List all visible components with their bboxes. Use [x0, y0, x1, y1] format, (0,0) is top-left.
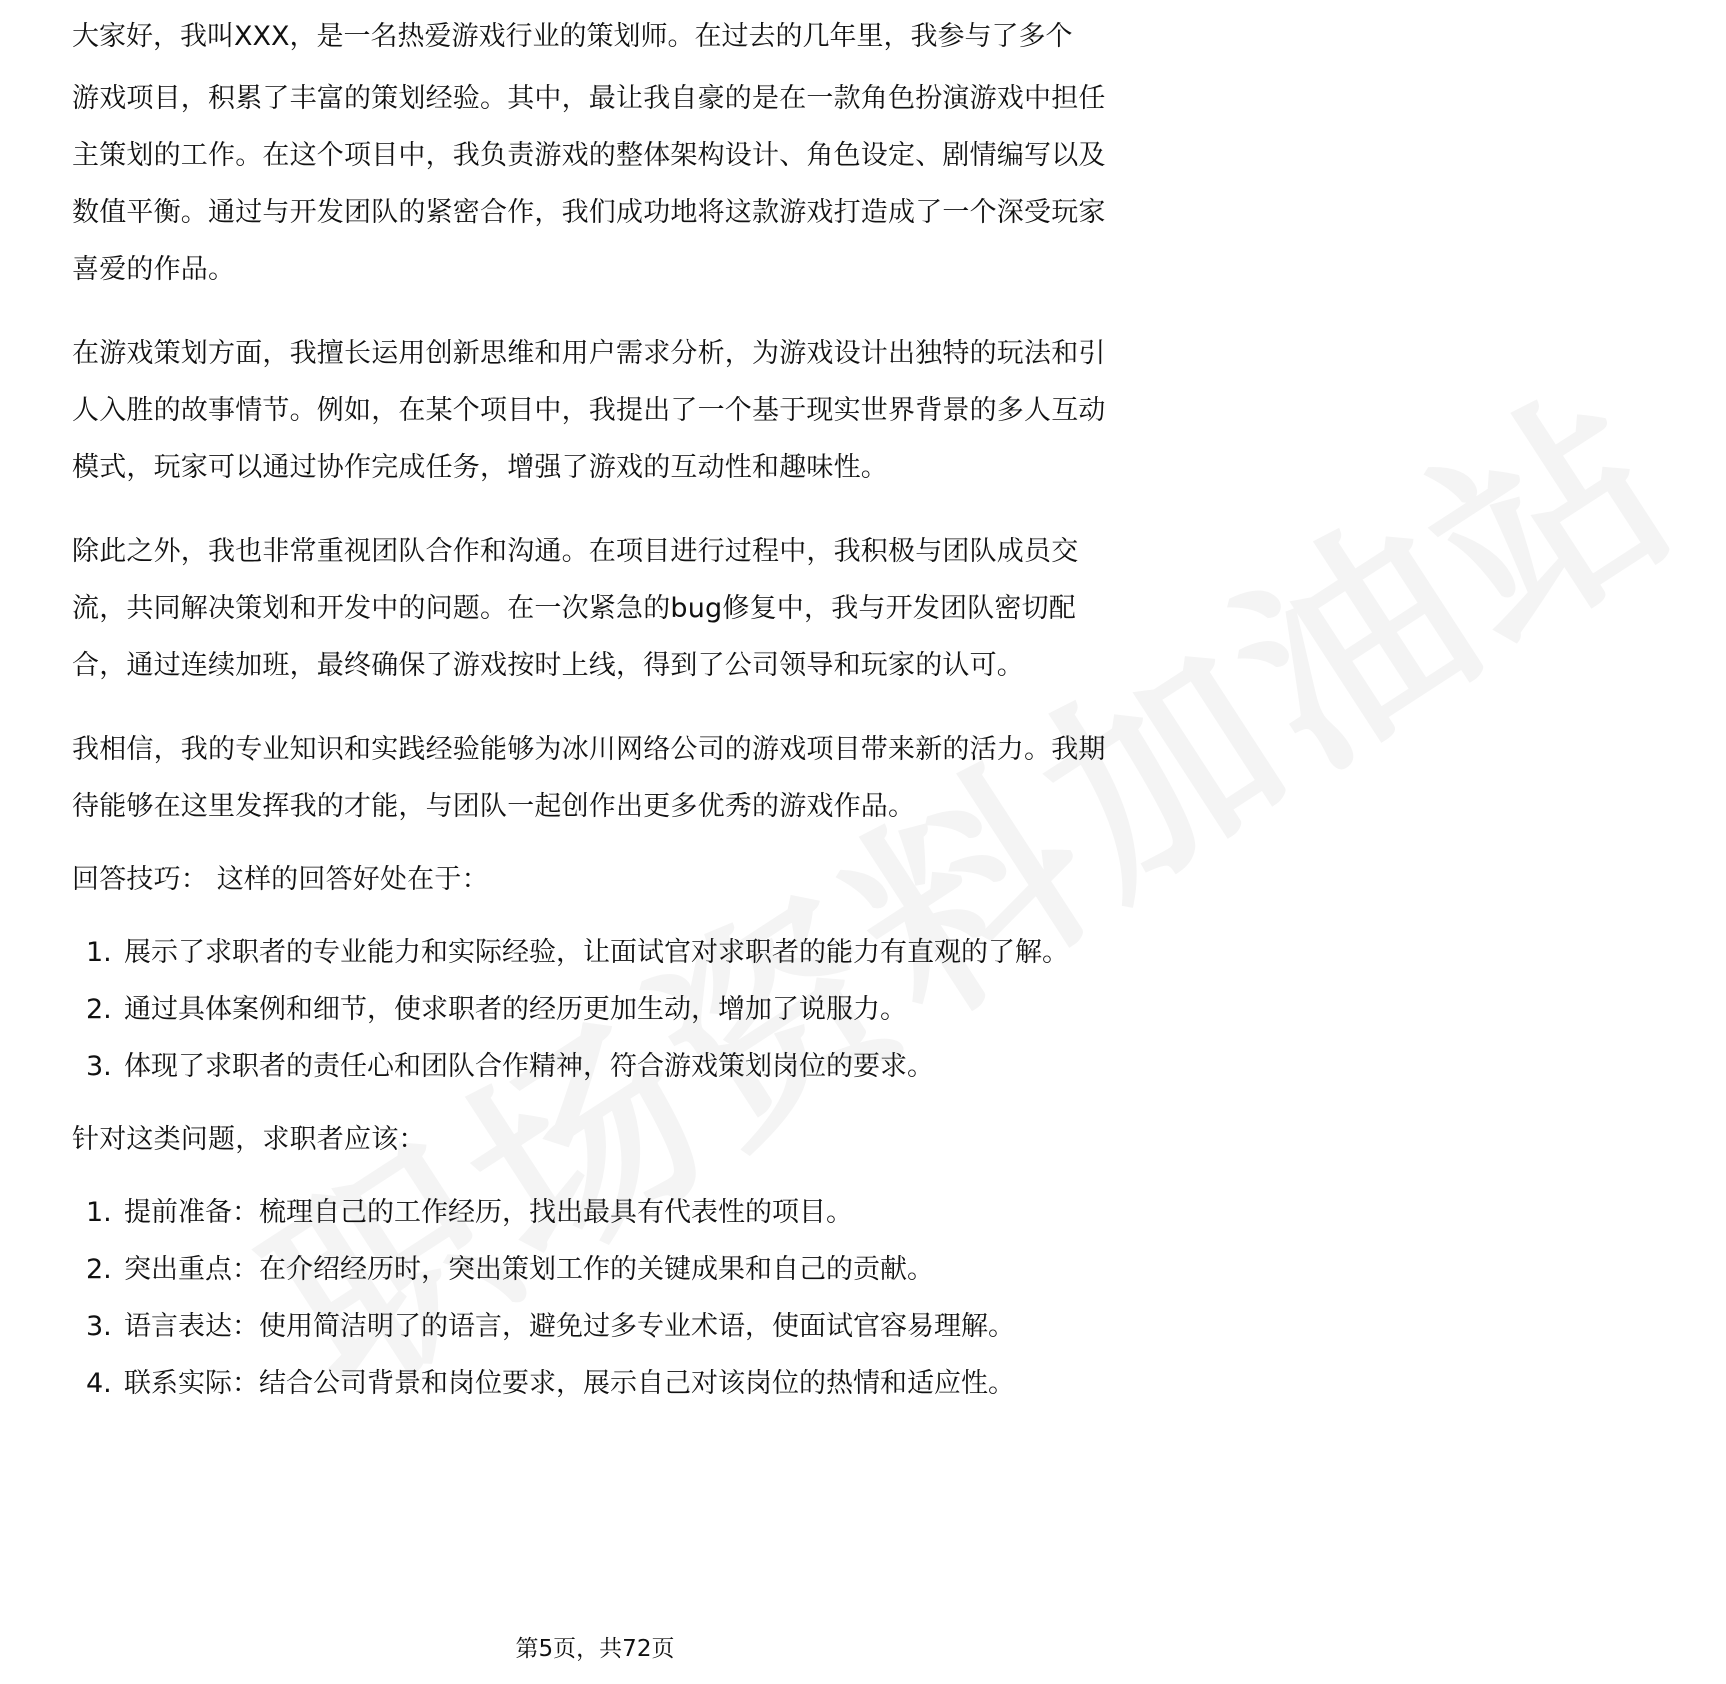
list-item [72, 981, 1118, 1038]
list-item [72, 1038, 1118, 1095]
list-text: 语言表达：使用简洁明了的语言，避免过多专业术语，使面试官容易理解。 [124, 1311, 1015, 1342]
list-number: 3. [86, 1311, 112, 1342]
paragraph-strengths: 在游戏策划方面，我擅长运用创新思维和用户需求分析，为游戏设计出独特的玩法和引人入胜的故事情节。例如，在某个项目中，我提出了一个基于现实世界背景的多人互动模式，玩家可以通过协作完成任务，增强了游戏的互动性和趣味性。 [72, 338, 1106, 483]
list-item [72, 1184, 1118, 1241]
page-number-footer: 第5页，共72页 [515, 1636, 675, 1662]
advice-list [72, 1184, 1118, 1412]
list-text: 体现了求职者的责任心和团队合作精神，符合游戏策划岗位的要求。 [124, 1051, 934, 1082]
paragraph-conclusion: 我相信，我的专业知识和实践经验能够为冰川网络公司的游戏项目带来新的活力。我期待能够在这里发挥我的才能，与团队一起创作出更多优秀的游戏作品。 [72, 734, 1106, 822]
list-item [72, 1298, 1118, 1355]
tips-heading: 回答技巧： 这样的回答好处在于： [72, 864, 489, 895]
list-text: 突出重点：在介绍经历时，突出策划工作的关键成果和自己的贡献。 [124, 1254, 934, 1285]
cut-off-line [72, 21, 1118, 70]
list-item [72, 1355, 1118, 1412]
list-number: 2. [86, 1254, 112, 1285]
list-number: 3. [86, 1051, 112, 1082]
list-number: 2. [86, 994, 112, 1025]
list-text: 展示了求职者的专业能力和实际经验，让面试官对求职者的能力有直观的了解。 [124, 937, 1069, 968]
list-number: 1. [86, 1197, 112, 1228]
list-item [72, 924, 1118, 981]
top-fragment-text: 大家好，我叫XXX，是一名热爱游戏行业的策划师。在过去的几年里，我参与了多个 [72, 21, 1073, 52]
list-item [72, 1241, 1118, 1298]
paragraph-experience: 游戏项目，积累了丰富的策划经验。其中，最让我自豪的是在一款角色扮演游戏中担任主策划的工作。在这个项目中，我负责游戏的整体架构设计、角色设定、剧情编写以及数值平衡。通过与开发团队的紧密合作，我们成功地将这款游戏打造成了一个深受玩家喜爱的作品。 [72, 83, 1106, 285]
tips-list [72, 924, 1118, 1095]
document-page [72, 21, 1118, 1412]
paragraph-teamwork: 除此之外，我也非常重视团队合作和沟通。在项目进行过程中，我积极与团队成员交流，共同解决策划和开发中的问题。在一次紧急的bug修复中，我与开发团队密切配合，通过连续加班，最终确保了游戏按时上线，得到了公司领导和玩家的认可。 [72, 536, 1079, 681]
list-number: 4. [86, 1368, 112, 1399]
list-number: 1. [86, 937, 112, 968]
advice-heading: 针对这类问题，求职者应该： [72, 1124, 426, 1155]
list-text: 通过具体案例和细节，使求职者的经历更加生动，增加了说服力。 [124, 994, 907, 1025]
list-text: 联系实际：结合公司背景和岗位要求，展示自己对该岗位的热情和适应性。 [124, 1368, 1015, 1399]
list-text: 提前准备：梳理自己的工作经历，找出最具有代表性的项目。 [124, 1197, 853, 1228]
